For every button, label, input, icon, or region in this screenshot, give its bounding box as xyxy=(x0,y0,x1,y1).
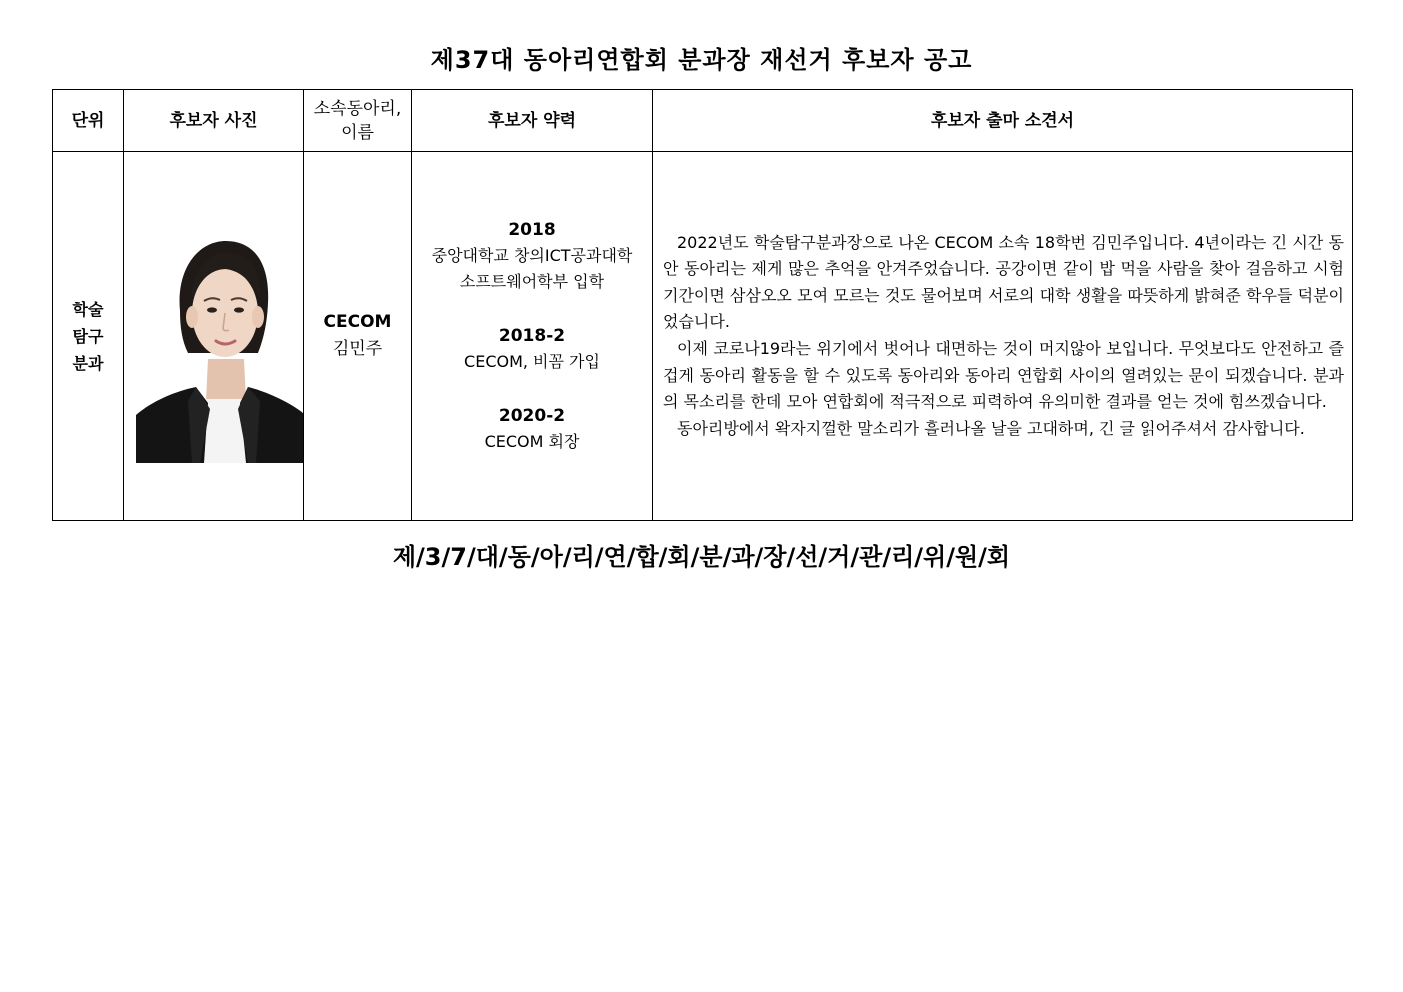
header-career: 후보자 약력 xyxy=(412,90,653,152)
career-year: 2018 xyxy=(508,220,556,240)
career-entry xyxy=(412,323,652,375)
table-header-row xyxy=(53,90,1353,152)
unit-line: 분과 xyxy=(72,353,104,373)
candidate-club: CECOM xyxy=(323,312,392,332)
header-affiliation-line1: 소속동아리, xyxy=(313,98,402,119)
header-affiliation-line2: 이름 xyxy=(341,122,374,143)
career-entry xyxy=(412,217,652,295)
career-line: CECOM 회장 xyxy=(484,432,580,451)
career-entry xyxy=(412,403,652,455)
unit-cell xyxy=(53,152,124,521)
statement-cell xyxy=(653,152,1353,521)
name-cell xyxy=(304,152,412,521)
header-statement: 후보자 출마 소견서 xyxy=(653,90,1353,152)
statement-paragraph: 동아리방에서 왁자지껄한 말소리가 흘러나올 날을 고대하며, 긴 글 읽어주셔서 감사합니다. xyxy=(677,418,1305,438)
candidate-table xyxy=(52,89,1353,521)
candidate-name: 김민주 xyxy=(332,339,383,359)
career-line: CECOM, 비꼼 가입 xyxy=(464,352,600,371)
table-row xyxy=(53,152,1353,521)
candidate-photo xyxy=(136,241,303,463)
statement-paragraph: 2022년도 학술탐구분과장으로 나온 CECOM 소속 18학번 김민주입니다. 4년이라는 긴 시간 동안 동아리는 제게 많은 추억을 안겨주었습니다. 공강이면 같이 밥 먹을 사람을 찾아 걸음하고 시험 기간이면 삼삼오오 모여 모르는 것도 물어보며 서로의 대학 생활을 따뜻하게 밝혀준 학우들 덕분이었습니다. xyxy=(663,232,1344,332)
career-line: 중앙대학교 창의ICT공과대학 xyxy=(431,246,633,265)
unit-line: 탐구 xyxy=(72,326,104,346)
page-title: 제37대 동아리연합회 분과장 재선거 후보자 공고 xyxy=(430,46,973,74)
photo-cell xyxy=(124,152,304,521)
statement-paragraph: 이제 코로나19라는 위기에서 벗어나 대면하는 것이 머지않아 보입니다. 무엇보다도 안전하고 즐겁게 동아리 활동을 할 수 있도록 동아리와 동아리 연합회 사이의 열려있는 문이 되겠습니다. 분과의 목소리를 한데 모아 연합회에 적극적으로 피력하여 유의미한 결과를 얻는 것에 힘쓰겠습니다. xyxy=(663,339,1344,412)
career-cell xyxy=(412,152,653,521)
committee-signature: 제/3/7/대/동/아/리/연/합/회/분/과/장/선/거/관/리/위/원/회 xyxy=(392,543,1011,571)
career-line: 소프트웨어학부 입학 xyxy=(459,272,605,291)
career-year: 2020-2 xyxy=(498,406,566,426)
header-photo: 후보자 사진 xyxy=(124,90,304,152)
header-affiliation xyxy=(304,90,412,152)
header-unit: 단위 xyxy=(53,90,124,152)
unit-line: 학술 xyxy=(72,299,104,319)
career-year: 2018-2 xyxy=(498,326,566,346)
